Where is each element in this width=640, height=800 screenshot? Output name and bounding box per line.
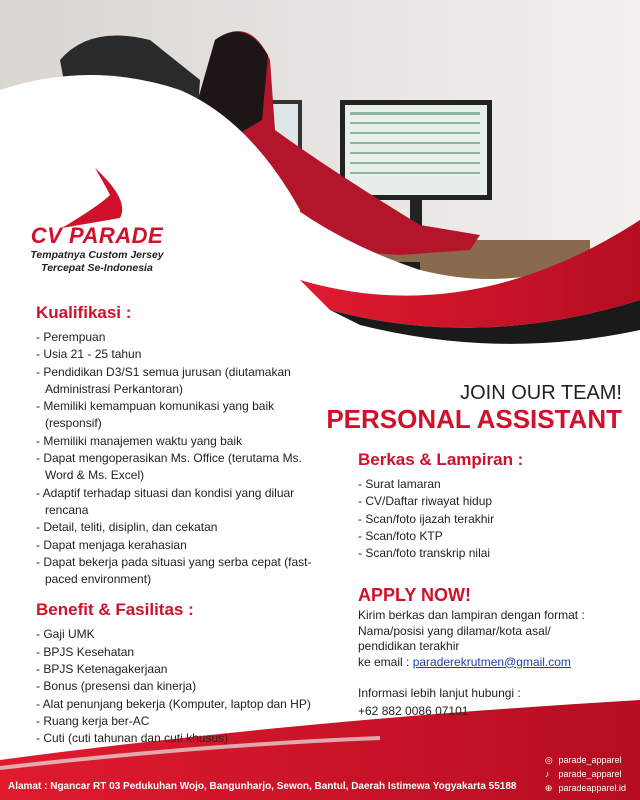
join-heading: JOIN OUR TEAM!	[460, 382, 622, 404]
left-column	[36, 303, 326, 748]
benefit-list	[36, 626, 326, 747]
apply-heading: APPLY NOW!	[358, 585, 472, 605]
list-item: - Bonus (presensi dan kinerja)	[36, 678, 326, 695]
list-item: - Adaptif terhadap situasi dan kondisi yang diluar rencana	[36, 485, 326, 520]
brand-tagline-2: Tercepat Se-Indonesia	[41, 262, 153, 274]
berkas-section	[358, 450, 523, 562]
apply-email-line	[358, 655, 628, 671]
instagram-link[interactable]	[545, 753, 626, 767]
email-link[interactable]: paraderekrutmen@gmail.com	[412, 654, 571, 669]
list-item: - Usia 21 - 25 tahun	[36, 346, 326, 363]
website-url: paradeapparel.id	[558, 783, 626, 793]
list-item: - Dapat bekerja pada situasi yang serba cepat (fast-paced environment)	[36, 554, 326, 589]
list-item: - Dapat mengoperasikan Ms. Office (terutama Ms. Word & Ms. Excel)	[36, 450, 326, 485]
list-item: - Scan/foto transkrip nilai	[358, 545, 523, 562]
apply-line-1: Kirim berkas dan lampiran dengan format :	[358, 608, 585, 622]
address: Alamat : Ngancar RT 03 Pedukuhan Wojo, Bangunharjo, Sewon, Bantul, Daerah Istimewa Yogyakarta 55188	[8, 781, 517, 792]
list-item: - Scan/foto ijazah terakhir	[358, 511, 523, 528]
list-item: - Pendidikan D3/S1 semua jurusan (diutamakan Administrasi Perkantoran)	[36, 364, 326, 399]
list-item: - Scan/foto KTP	[358, 528, 523, 545]
social-links	[545, 753, 626, 795]
berkas-heading: Berkas & Lampiran :	[358, 450, 524, 469]
list-item: - BPJS Kesehatan	[36, 644, 326, 661]
kualifikasi-list	[36, 329, 326, 588]
brand-name: CV PARADE	[30, 223, 164, 248]
email-prefix: ke email :	[358, 654, 413, 669]
berkas-list	[358, 476, 523, 562]
list-item: - Perempuan	[36, 329, 326, 346]
position-title: PERSONAL ASSISTANT	[326, 404, 622, 434]
list-item: - Memiliki manajemen waktu yang baik	[36, 433, 326, 450]
list-item: - Cuti (cuti tahunan dan cuti khusus)	[36, 730, 326, 747]
tiktok-handle: parade_apparel	[558, 769, 622, 779]
apply-line-2: Nama/posisi yang dilamar/kota asal/	[358, 623, 551, 638]
contact-info-label: Informasi lebih lanjut hubungi :	[358, 686, 521, 700]
list-item: - CV/Daftar riwayat hidup	[358, 493, 523, 510]
tiktok-link[interactable]	[545, 767, 626, 781]
instagram-handle: parade_apparel	[558, 755, 622, 765]
list-item: - Ruang kerja ber-AC	[36, 713, 326, 730]
apply-section	[358, 585, 628, 719]
list-item: - Alat penunjang bekerja (Komputer, laptop dan HP)	[36, 696, 326, 713]
list-item: - Dapat menjaga kerahasian	[36, 537, 326, 554]
list-item: - BPJS Ketenagakerjaan	[36, 661, 326, 678]
website-link[interactable]	[545, 781, 626, 795]
list-item: - Detail, teliti, disiplin, dan cekatan	[36, 519, 326, 536]
tiktok-icon: ♪	[544, 769, 550, 779]
kualifikasi-heading: Kualifikasi :	[36, 303, 132, 322]
list-item: - Memiliki kemampuan komunikasi yang baik (responsif)	[36, 398, 326, 433]
apply-line-3: pendidikan terakhir	[358, 639, 460, 653]
globe-icon: ⊕	[544, 783, 553, 793]
benefit-heading: Benefit & Fasilitas :	[36, 600, 194, 620]
instagram-icon: ◎	[544, 755, 553, 765]
list-item: - Gaji UMK	[36, 626, 326, 643]
brand-tagline-1: Tempatnya Custom Jersey	[30, 249, 164, 261]
brand-logo	[22, 165, 172, 275]
phone-number: +62 882 0086 07101	[358, 703, 469, 718]
list-item: - Surat lamaran	[358, 476, 523, 493]
